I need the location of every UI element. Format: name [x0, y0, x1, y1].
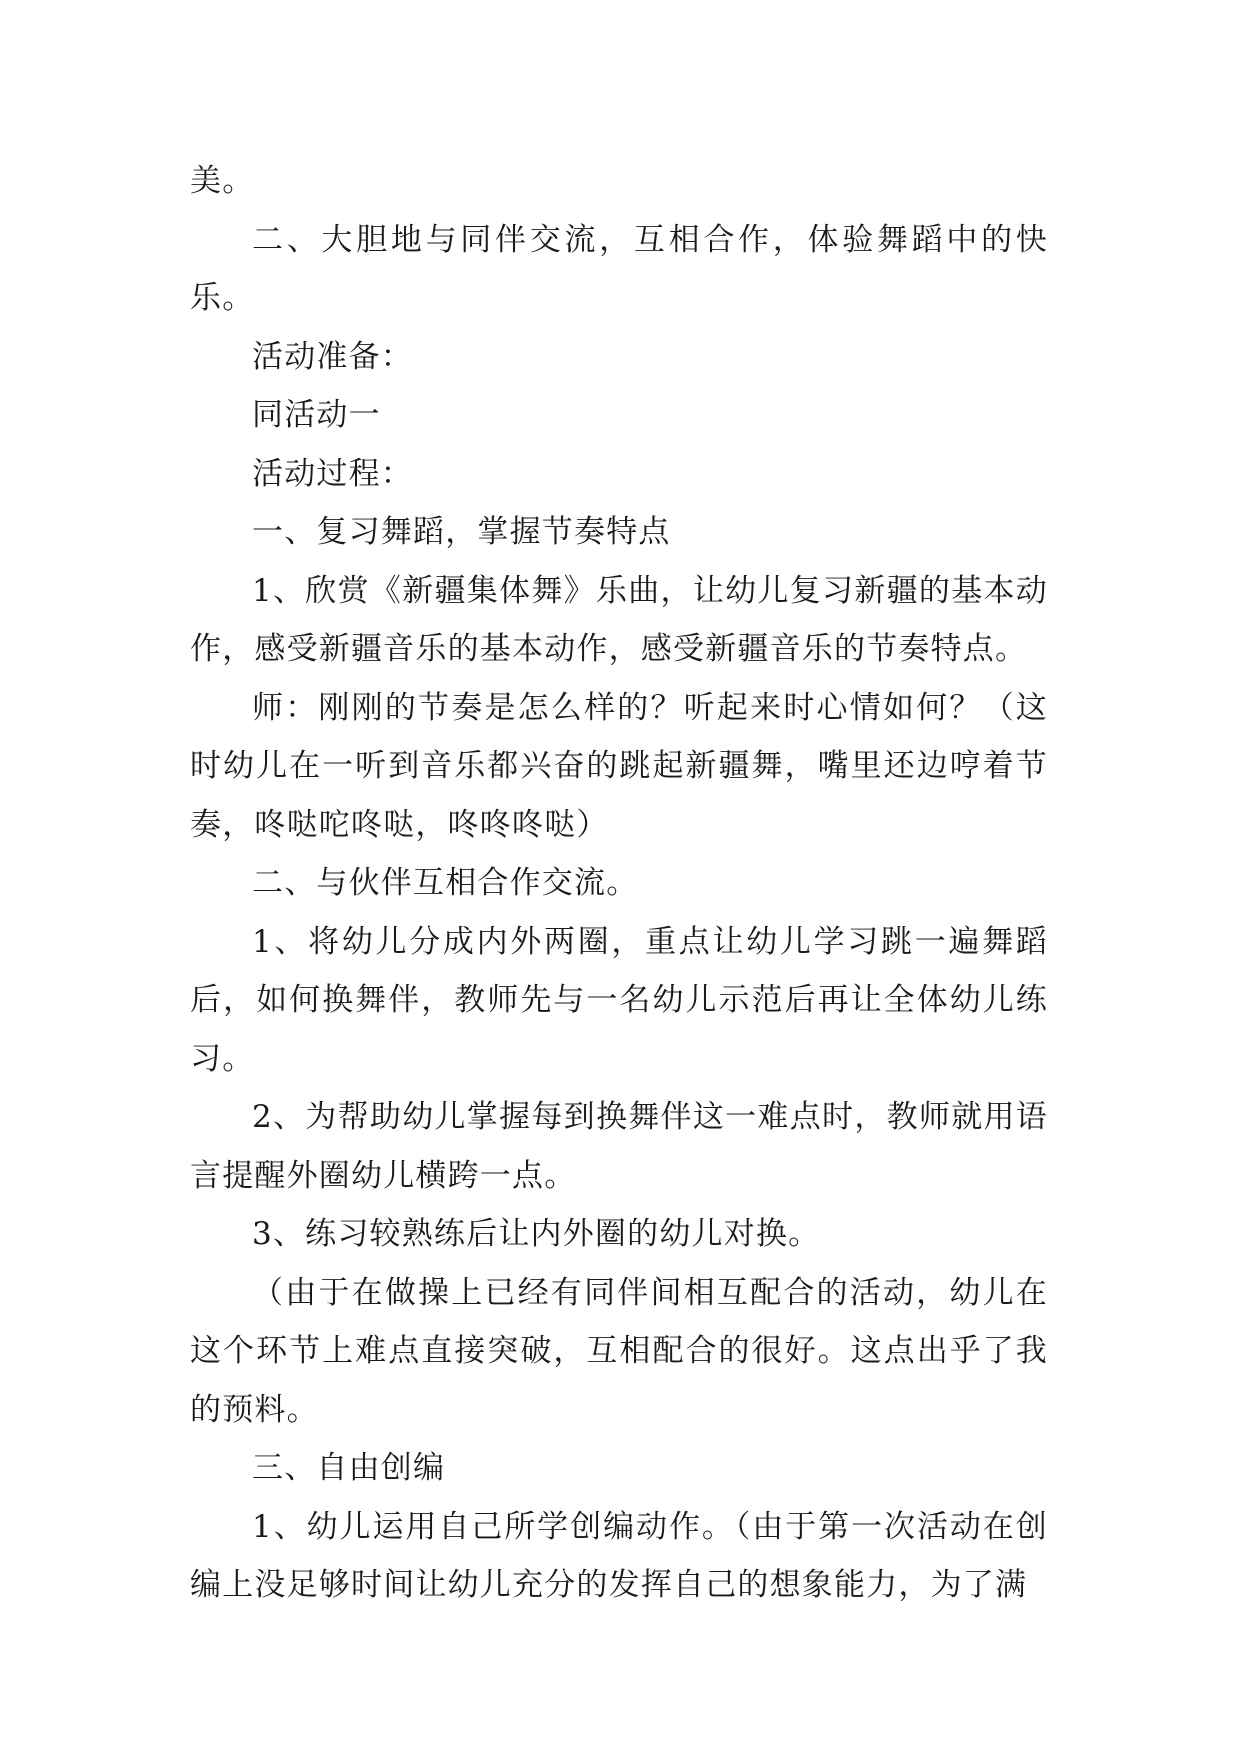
paragraph: 美。	[190, 163, 255, 199]
paragraph: 师：刚刚的节奏是怎么样的？听起来时心情如何？（这时幼儿在一听到音乐都兴奋的跳起新疆舞，嘴里还边哼着节奏，咚哒咜咚哒，咚咚咚哒）	[190, 689, 1048, 843]
paragraph: （由于在做操上已经有同伴间相互配合的活动，幼儿在这个环节上难点直接突破，互相配合的很好。这点出乎了我的预料。	[190, 1274, 1048, 1428]
paragraph: 1、将幼儿分成内外两圈，重点让幼儿学习跳一遍舞蹈后，如何换舞伴，教师先与一名幼儿示范后再让全体幼儿练习。	[190, 923, 1048, 1077]
paragraph: 一、复习舞蹈，掌握节奏特点	[252, 514, 671, 550]
paragraph: 三、自由创编	[252, 1450, 446, 1486]
paragraph: 1、欣赏《新疆集体舞》乐曲，让幼儿复习新疆的基本动作，感受新疆音乐的基本动作，感受新疆音乐的节奏特点。	[190, 572, 1048, 667]
paragraph: 二、大胆地与同伴交流，互相合作，体验舞蹈中的快乐。	[190, 221, 1048, 316]
document-body	[190, 152, 1048, 1615]
paragraph: 3、练习较熟练后让内外圈的幼儿对换。	[252, 1216, 821, 1252]
paragraph: 二、与伙伴互相合作交流。	[252, 865, 639, 901]
paragraph: 1、幼儿运用自己所学创编动作。（由于第一次活动在创编上没足够时间让幼儿充分的发挥自己的想象能力，为了满	[190, 1508, 1048, 1603]
paragraph: 活动准备：	[252, 338, 413, 375]
paragraph: 活动过程：	[252, 455, 413, 492]
paragraph: 2、为帮助幼儿掌握每到换舞伴这一难点时，教师就用语言提醒外圈幼儿横跨一点。	[190, 1099, 1048, 1194]
paragraph: 同活动一	[252, 397, 381, 433]
